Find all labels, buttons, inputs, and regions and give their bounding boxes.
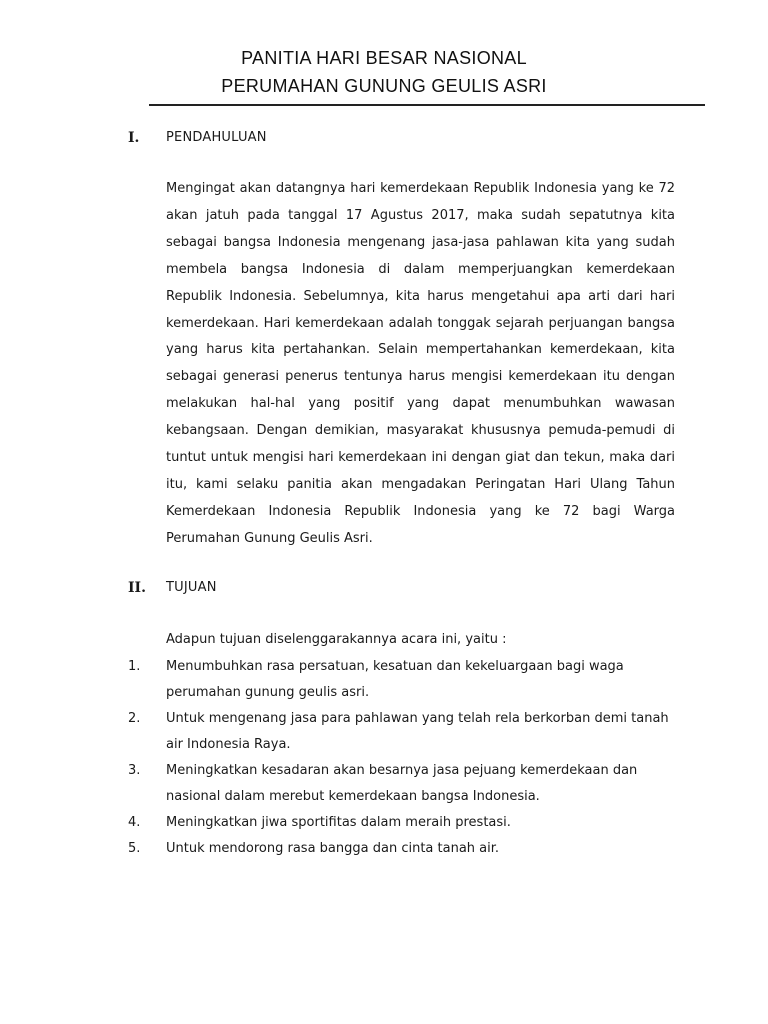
list-item [128, 706, 688, 758]
list-item-text: Meningkatkan jiwa sportifitas dalam meraih prestasi. [166, 815, 511, 830]
list-item-number: 5. [128, 841, 141, 856]
section-title: PENDAHULUAN [166, 130, 267, 145]
intro-paragraph: Mengingat akan datangnya hari kemerdekaan Republik Indonesia yang ke 72 akan jatuh pada tanggal 17 Agustus 2017, maka sudah sepatutnya kita sebagai bangsa Indonesia mengenang jasa-jasa pahlawan kita yang sudah membela bangsa Indonesia di dalam memperjuangkan kemerdekaan Republik Indonesia. Sebelumnya, kita harus mengetahui apa arti dari hari kemerdekaan. Hari kemerdekaan adalah tonggak sejarah perjuangan bangsa yang harus kita pertahankan. Selain mempertahankan kemerdekaan, kita sebagai generasi penerus tentunya harus mengisi kemerdekaan itu dengan melakukan hal-hal yang positif yang dapat menumbuhkan wawasan kebangsaan. Dengan demikian, masyarakat khususnya pemuda-pemudi di tuntut untuk mengisi hari kemerdekaan ini dengan giat dan tekun, maka dari itu, kami selaku panitia akan mengadakan Peringatan Hari Ulang Tahun Kemerdekaan Indonesia Republik Indonesia yang ke 72 bagi Warga Perumahan Gunung Geulis Asri. [166, 181, 675, 546]
list-item-text: Untuk mendorong rasa bangga dan cinta tanah air. [166, 841, 500, 856]
list-item [128, 810, 688, 836]
header-line-1: PANITIA HARI BESAR NASIONAL [241, 48, 527, 68]
document-header [0, 44, 768, 100]
list-item-number: 4. [128, 815, 141, 830]
list-item-number: 3. [128, 763, 141, 778]
header-line-2: PERUMAHAN GUNUNG GEULIS ASRI [221, 76, 547, 96]
goals-list [128, 654, 688, 862]
list-item-text: Untuk mengenang jasa para pahlawan yang telah rela berkorban demi tanah air Indonesia Raya. [166, 711, 669, 752]
list-item [128, 836, 688, 862]
list-item-text: Meningkatkan kesadaran akan besarnya jasa pejuang kemerdekaan dan nasional dalam merebut kemerdekaan bangsa Indonesia. [166, 763, 638, 804]
section-number: II. [128, 580, 146, 596]
goals-intro: Adapun tujuan diselenggarakannya acara ini, yaitu : [166, 632, 507, 647]
section-number: I. [128, 130, 140, 146]
list-item [128, 758, 688, 810]
list-item-text: Menumbuhkan rasa persatuan, kesatuan dan kekeluargaan bagi waga perumahan gunung geulis asri. [166, 659, 624, 700]
header-divider [149, 104, 705, 106]
list-item-number: 1. [128, 659, 141, 674]
section-title: TUJUAN [166, 580, 217, 595]
list-item [128, 654, 688, 706]
list-item-number: 2. [128, 711, 141, 726]
